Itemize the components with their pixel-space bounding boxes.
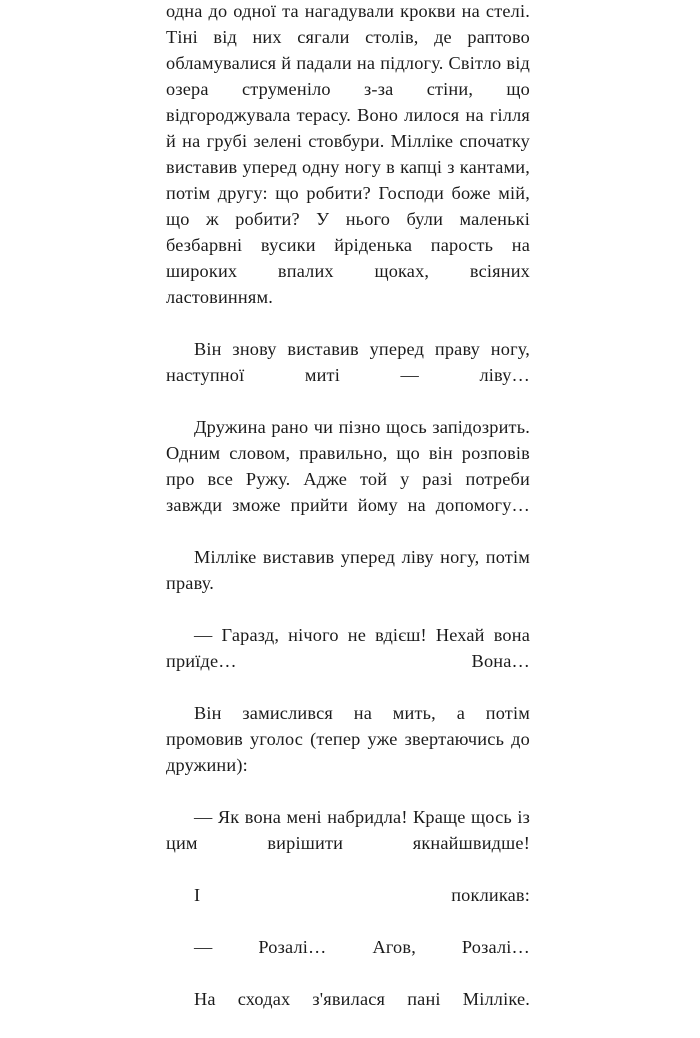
paragraph: Дружина рано чи пізно щось запідозрить. Одним словом, правильно, що він розповів про все Ружу. Адже той у разі потреби завжди зможе прийти йому на допомогу… [166,417,530,515]
paragraph: одна до одної та нагадували крокви на стелі. Тіні від них сягали столів, де раптово обламувалися й падали на підлогу. Світло від озера струменіло з-за стіни, що відгороджувала терасу. Воно лилося на гілля й на грубі зелені стовбури. Мілліке спочатку виставив уперед одну ногу в капці з кантами, потім другу: що робити? Господи боже мій, що ж робити? У нього були маленькі безбарвні вусики йріденька парость на широких впалих щоках, всіяних ластовинням. [166,1,530,307]
paragraph: Мілліке виставив уперед ліву ногу, потім праву. [166,547,530,593]
paragraph-dialogue: — Розалі… Агов, Розалі… [194,937,530,957]
paragraph: Він замислився на мить, а потім промовив уголос (тепер уже звертаючись до дружини): [166,703,530,775]
paragraph-dialogue: — Гаразд, нічого не вдієш! Нехай вона приїде… Вона… [166,625,530,671]
paragraph: Він знову виставив уперед праву ногу, наступної миті — ліву… [166,339,530,385]
page-text-column [166,0,530,1038]
paragraph: І покликав: [194,885,530,905]
paragraph-dialogue: — Як вона мені набридла! Краще щось із цим вирішити якнайшвидше! [166,807,530,853]
paragraph-clipped: На сходах з'явилася пані Мілліке. [194,989,530,1009]
